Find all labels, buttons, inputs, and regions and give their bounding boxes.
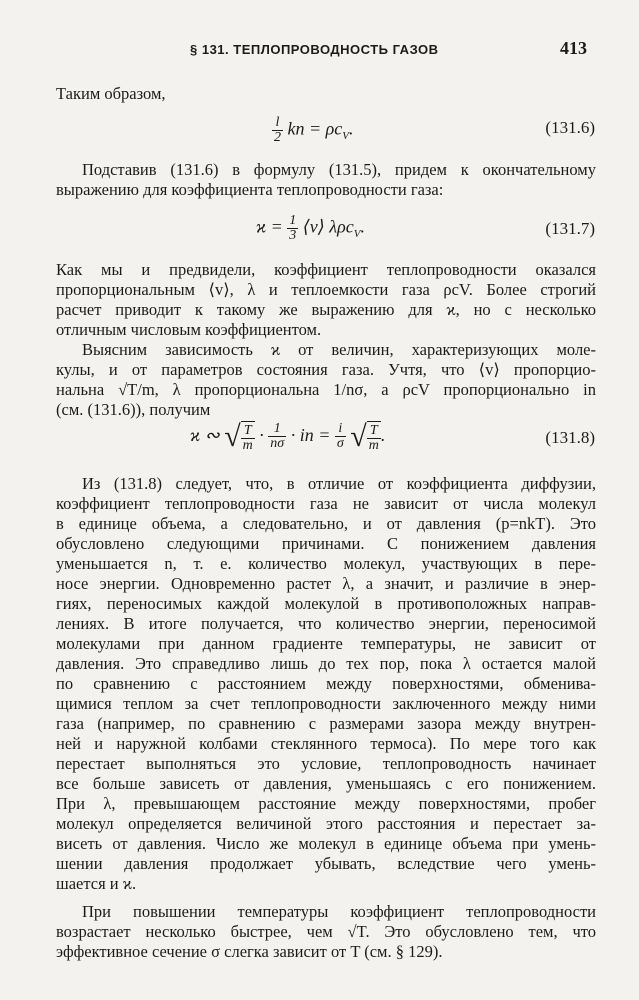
text-line: по сравнению с расстоянием между поверхностями, обменива-	[56, 674, 596, 693]
fraction: $\frac{1}{3}$	[289, 213, 297, 243]
text-line: Из (131.8) следует, что, в отличие от коэффициента диффузии,	[82, 474, 596, 493]
text-line: молекул определяется величиной этого расстояния и перестает за-	[56, 814, 596, 833]
text-line: возрастает несколько быстрее, чем √T. Это обусловлено тем, что	[56, 922, 596, 941]
text-line: гиях, переносимых каждой молекулой в противоположных направ-	[56, 594, 596, 613]
text-line: При λ, превышающем расстояние между поверхностями, пробег	[56, 794, 596, 813]
running-header: § 131. ТЕПЛОПРОВОДНОСТЬ ГАЗОВ	[190, 42, 439, 57]
square-root: √ $\frac{T}{m}$	[350, 420, 379, 454]
fraction: $\frac{l}{2}$	[274, 115, 281, 145]
text-line: Как мы и предвидели, коэффициент теплопроводности оказался	[56, 260, 596, 279]
text-line: отличным числовым коэффициентом.	[56, 320, 322, 339]
text-line: молекулами при данном градиенте температуры, не зависит от	[56, 634, 596, 653]
equation-131-6: $\frac{l}{2}$ kn = $\rho c_V$.	[274, 115, 354, 145]
text-line: (см. (131.6)), получим	[56, 400, 211, 419]
text-line: нальна √T/m, λ пропорциональна 1/nσ, а ρcV пропорционально in	[56, 380, 596, 399]
text-line: щимися теплом за счет теплопроводности заключенного между ними	[56, 694, 596, 713]
text-line: расчет приводит к такому же выражению для ϰ, но с несколько	[56, 300, 596, 319]
fraction: $\frac{i}{\sigma}$	[336, 421, 344, 452]
text-line: При повышении температуры коэффициент теплопроводности	[82, 902, 596, 921]
text-line: уменьшается n, т. е. количество молекул, участвующих в пере-	[56, 554, 596, 573]
text-line: все больше зависеть от давления, уменьшаясь с его понижением.	[56, 774, 596, 793]
square-root: √ $\frac{T}{m}$	[224, 420, 253, 454]
fraction: $\frac{1}{n\sigma}$	[270, 421, 285, 452]
page-number: 413	[560, 38, 587, 58]
text-line: в единице объема, а следовательно, и от давления (p=nkT). Это	[56, 514, 596, 533]
equation-number-131-7: (131.7)	[545, 219, 595, 238]
text-line: коэффициент теплопроводности газа не зависит от числа молекул	[56, 494, 596, 513]
text-line: газа (например, по сравнению с размерами зазора между внутрен-	[56, 714, 596, 733]
text-line: лениях. В итоге получается, что количество энергии, переносимой	[56, 614, 596, 633]
text-line: эффективное сечение σ слегка зависит от T (см. § 129).	[56, 942, 443, 961]
text-line: висеть от давления. Число же молекул в единице объема при умень-	[56, 834, 596, 853]
equation-number-131-8: (131.8)	[545, 428, 595, 447]
equation-131-7: ϰ = $\frac{1}{3}$ ⟨v⟩ λρc$_V$.	[256, 213, 365, 243]
text-line: носе энергии. Одновременно растет λ, а значит, и различие в энер-	[56, 574, 596, 593]
text-line: выражению для коэффициента теплопроводности газа:	[56, 180, 444, 199]
text-line: кулы, и от параметров состояния газа. Учтя, что ⟨v⟩ пропорцио-	[56, 360, 596, 379]
text-line: Выясним зависимость ϰ от величин, характеризующих моле-	[82, 340, 596, 359]
text-line: шении давления продолжает убывать, вследствие чего умень-	[56, 854, 596, 873]
text-line: Подставив (131.6) в формулу (131.5), придем к окончательному	[82, 160, 596, 179]
text-line: давления. Это справедливо лишь до тех пор, пока λ остается малой	[56, 654, 596, 673]
equation-131-8: ϰ ∾ √ $\frac{T}{m}$ · $\frac{1}{n\sigma}$ · in = $\frac{i}{\sigma}$ √ $\frac{T}{m}$ .	[190, 420, 386, 454]
text-line: обусловлено следующими причинами. С понижением давления	[56, 534, 596, 553]
text-line: перестает выполняться это условие, теплопроводность начинает	[56, 754, 596, 773]
intro-line: Таким образом,	[56, 84, 166, 103]
text-line: пропорциональным ⟨v⟩, λ и теплоемкости газа ρcV. Более строгий	[56, 280, 596, 299]
equation-number-131-6: (131.6)	[545, 118, 595, 137]
text-line: ней и наружной колбами стеклянного термоса). По мере того как	[56, 734, 596, 753]
text-line: шается и ϰ.	[56, 874, 137, 893]
